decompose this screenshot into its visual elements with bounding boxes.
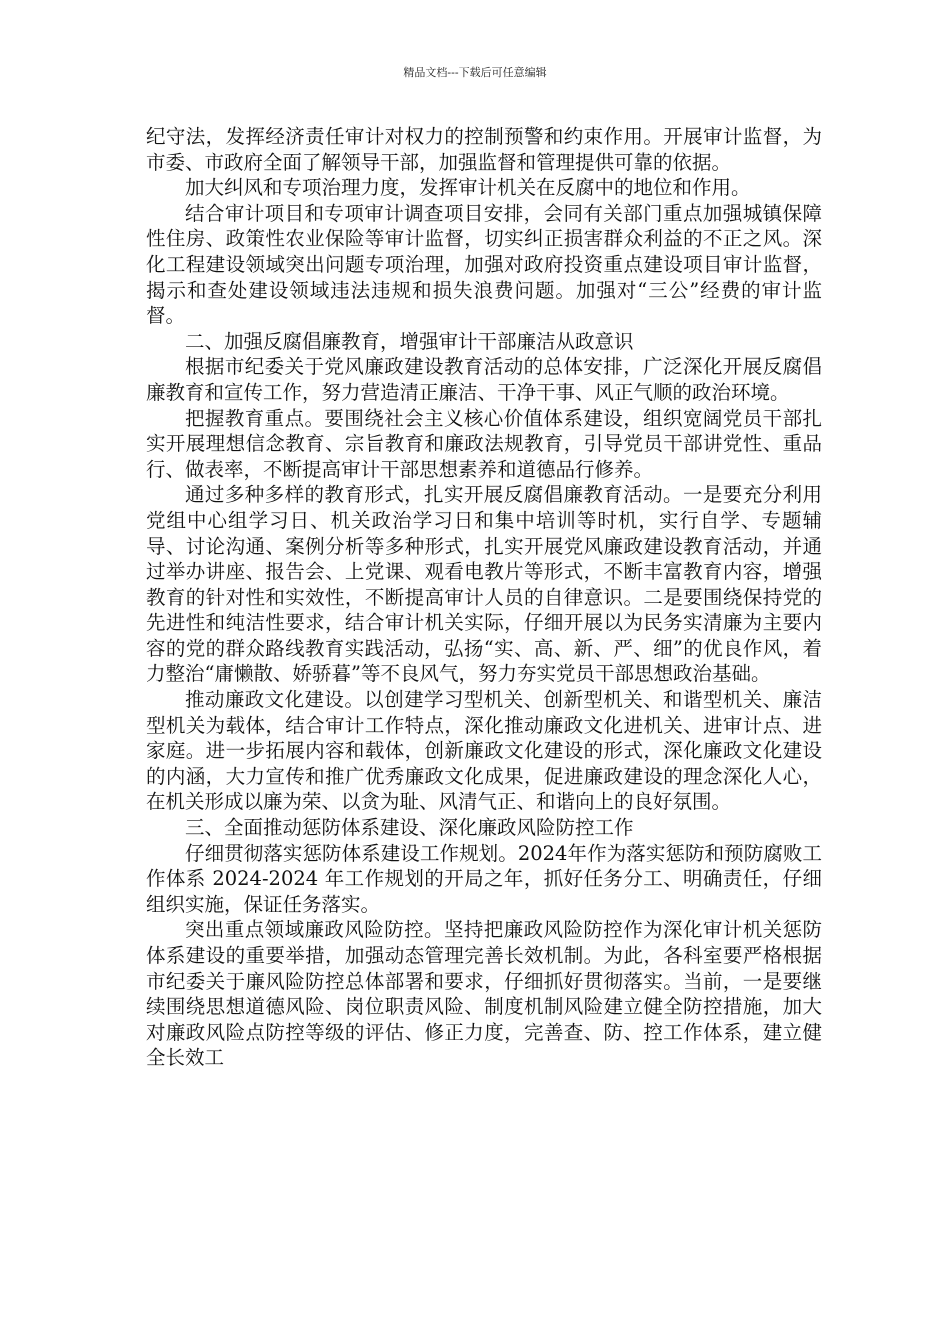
- paragraph: 结合审计项目和专项审计调查项目安排，会同有关部门重点加强城镇保障性住房、政策性农业保险等审计监督，切实纠正损害群众利益的不正之风。深化工程建设领域突出问题专项治理，加强对政府投资重点建设项目审计监督，揭示和查处建设领域违法违规和损失浪费问题。加强对“三公”经费的审计监督。: [146, 201, 822, 328]
- document-body: [146, 124, 822, 1071]
- paragraph: 通过多种多样的教育形式，扎实开展反腐倡廉教育活动。一是要充分利用党组中心组学习日、机关政治学习日和集中培训等时机，实行自学、专题辅导、讨论沟通、案例分析等多种形式，扎实开展党风廉政建设教育活动，并通过举办讲座、报告会、上党课、观看电教片等形式，不断丰富教育内容，增强教育的针对性和实效性，不断提高审计人员的自律意识。二是要围绕保持党的先进性和纯洁性要求，结合审计机关实际，仔细开展以为民务实清廉为主要内容的党的群众路线教育实践活动，弘扬“实、高、新、严、细”的优良作风，着力整治“庸懒散、娇骄暮”等不良风气，努力夯实党员干部思想政治基础。: [146, 483, 822, 686]
- section-heading-3: 三、全面推动惩防体系建设、深化廉政风险防控工作: [185, 816, 634, 840]
- paragraph: 把握教育重点。要围绕社会主义核心价值体系建设，组织宽阔党员干部扎实开展理想信念教育、宗旨教育和廉政法规教育，引导党员干部讲党性、重品行、做表率，不断提高审计干部思想素养和道德品行修养。: [146, 406, 822, 481]
- paragraph: 推动廉政文化建设。以创建学习型机关、创新型机关、和谐型机关、廉洁型机关为载体，结合审计工作特点，深化推动廉政文化进机关、进审计点、进家庭。进一步拓展内容和载体，创新廉政文化建设的形式，深化廉政文化建设的内涵，大力宣传和推广优秀廉政文化成果，促进廉政建设的理念深化人心，在机关形成以廉为荣、以贪为耻、风清气正、和谐向上的良好氛围。: [146, 688, 822, 814]
- page-header: 精品文档---下载后可任意编辑: [403, 66, 547, 79]
- section-heading-2: 二、加强反腐倡廉教育，增强审计干部廉洁从政意识: [185, 329, 634, 353]
- paragraph: 根据市纪委关于党风廉政建设教育活动的总体安排，广泛深化开展反腐倡廉教育和宣传工作，努力营造清正廉洁、干净干事、风正气顺的政治环境。: [146, 355, 822, 404]
- paragraph: 加大纠风和专项治理力度，发挥审计机关在反腐中的地位和作用。: [185, 176, 751, 200]
- paragraph: 仔细贯彻落实惩防体系建设工作规划。2024年作为落实惩防和预防腐败工作体系 2024-2024 年工作规划的开局之年，抓好任务分工、明确责任，仔细组织实施，保证任务落实。: [146, 841, 822, 916]
- paragraph-continuation: 纪守法，发挥经济责任审计对权力的控制预警和约束作用。开展审计监督，为市委、市政府全面了解领导干部，加强监督和管理提供可靠的依据。: [146, 125, 822, 174]
- paragraph: 突出重点领域廉政风险防控。坚持把廉政风险防控作为深化审计机关惩防体系建设的重要举措，加强动态管理完善长效机制。为此，各科室要严格根据市纪委关于廉风险防控总体部署和要求，仔细抓好贯彻落实。当前，一是要继续围绕思想道德风险、岗位职责风险、制度机制风险建立健全防控措施，加大对廉政风险点防控等级的评估、修正力度，完善查、防、控工作体系，建立健全长效工: [146, 918, 822, 1070]
